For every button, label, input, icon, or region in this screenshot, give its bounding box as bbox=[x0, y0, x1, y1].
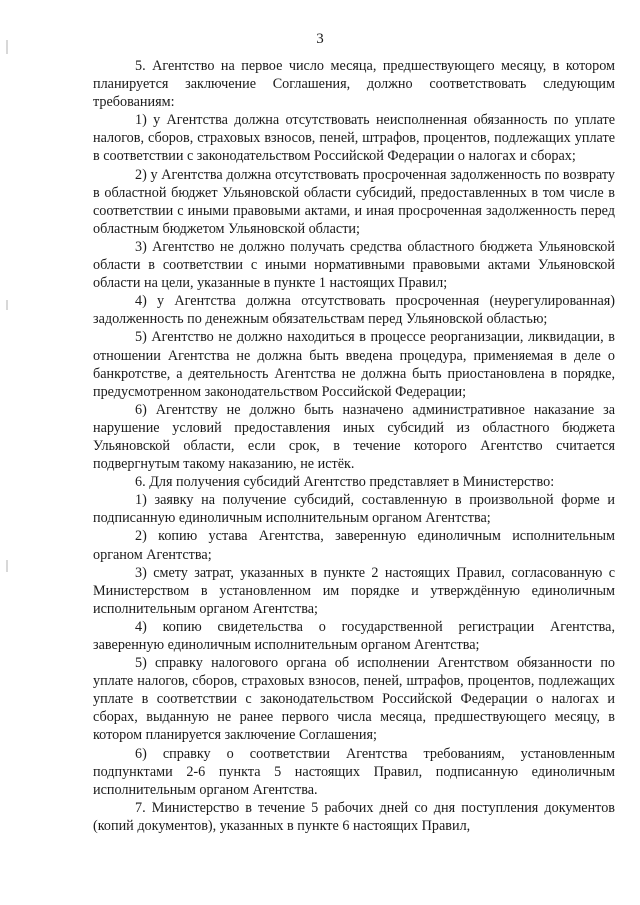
paragraph-subitem-5-6: 6) Агентству не должно быть назначено административное наказание за нарушение условий предоставления иных субсидий из областного бюджета Ульяновской области, если срок, в течение которого Агентство считается подвергнутым такому наказанию, не истёк. bbox=[93, 401, 615, 473]
paragraph-subitem-6-3: 3) смету затрат, указанных в пункте 2 настоящих Правил, согласованную с Министерством в установленном им порядке и утверждённую единоличным исполнительным органом Агентства; bbox=[93, 564, 615, 617]
paragraph-subitem-5-4: 4) у Агентства должна отсутствовать просроченная (неурегулированная) задолженность по денежным обязательствам перед Ульяновской областью; bbox=[93, 293, 615, 328]
scan-margin-mark bbox=[6, 300, 8, 310]
paragraph-subitem-5-5: 5) Агентство не должно находиться в процессе реорганизации, ликвидации, в отношении Агентства не должна быть введена процедура, применяемая в деле о банкротстве, а деятельность Агентства не должна быть приостановлена в порядке, предусмотренном законодательством Российской Федерации; bbox=[93, 329, 615, 400]
paragraph-subitem-6-1: 1) заявку на получение субсидий, составленную в произвольной форме и подписанную единоличным исполнительным органом Агентства; bbox=[93, 492, 615, 527]
paragraph-subitem-6-4: 4) копию свидетельства о государственной регистрации Агентства, заверенную единоличным исполнительным органом Агентства; bbox=[93, 618, 615, 653]
paragraph-item-6: 6. Для получения субсидий Агентство представляет в Министерство: bbox=[135, 474, 555, 491]
scan-margin-mark bbox=[6, 560, 8, 572]
paragraph-subitem-5-2: 2) у Агентства должна отсутствовать просроченная задолженность по возврату в областной бюджет Ульяновской области субсидий, предоставленных в том числе в соответствии с иными правовыми актами, и иная просроченная задолженность перед областным бюджетом Ульяновской области; bbox=[93, 166, 615, 237]
paragraph-item-7: 7. Министерство в течение 5 рабочих дней со дня поступления документов (копий документов), указанных в пункте 6 настоящих Правил, bbox=[93, 799, 615, 834]
paragraph-subitem-6-6: 6) справку о соответствии Агентства требованиям, установленным подпунктами 2-6 пункта 5 настоящих Правил, подписанную единоличным исполнительным органом Агентства. bbox=[93, 745, 615, 798]
document-body bbox=[93, 57, 615, 835]
page-number: 3 bbox=[316, 31, 324, 47]
paragraph-subitem-6-2: 2) копию устава Агентства, заверенную единоличным исполнительным органом Агентства; bbox=[93, 528, 615, 563]
paragraph-subitem-5-1: 1) у Агентства должна отсутствовать неисполненная обязанность по уплате налогов, сборов, страховых взносов, пеней, штрафов, процентов, подлежащих уплате в соответствии с законодательством Российской Федерации о налогах и сборах; bbox=[93, 112, 615, 165]
paragraph-subitem-5-3: 3) Агентство не должно получать средства областного бюджета Ульяновской области в соответствии с иными нормативными правовыми актами Ульяновской области на цели, указанные в пункте 1 настоящих Правил; bbox=[93, 238, 615, 292]
paragraph-subitem-6-5: 5) справку налогового органа об исполнении Агентством обязанности по уплате налогов, сборов, страховых взносов, пеней, штрафов, процентов, подлежащих уплате в соответствии с законодательством Российской Федерации о налогах и сборах, выданную не ранее первого числа месяца, предшествующего месяцу, в котором планируется заключение Соглашения; bbox=[93, 655, 615, 744]
paragraph-item-5: 5. Агентство на первое число месяца, предшествующего месяцу, в котором планируется заключение Соглашения, должно соответствовать следующим требованиям: bbox=[93, 58, 615, 111]
